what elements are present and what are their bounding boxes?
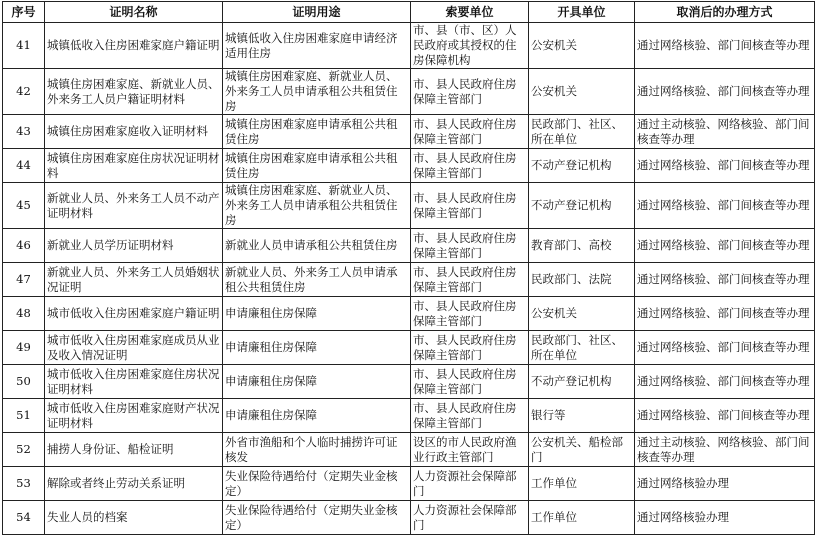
table-row bbox=[3, 399, 815, 433]
requesting-unit: 市、县人民政府住房保障主管部门 bbox=[411, 183, 529, 229]
issuing-unit: 公安机关 bbox=[529, 23, 635, 69]
issuing-unit: 不动产登记机构 bbox=[529, 365, 635, 399]
table-row bbox=[3, 229, 815, 263]
requesting-unit: 人力资源社会保障部门 bbox=[411, 501, 529, 535]
row-index: 53 bbox=[3, 467, 45, 501]
alternative-method: 通过网络核验办理 bbox=[635, 501, 815, 535]
alternative-method: 通过网络核验、部门间核查等办理 bbox=[635, 365, 815, 399]
alternative-method: 通过网络核验办理 bbox=[635, 467, 815, 501]
alternative-method: 通过网络核验、部门间核查等办理 bbox=[635, 23, 815, 69]
certificate-name: 新就业人员学历证明材料 bbox=[45, 229, 223, 263]
row-index: 47 bbox=[3, 263, 45, 297]
row-index: 52 bbox=[3, 433, 45, 467]
header-index: 序号 bbox=[3, 2, 45, 23]
table-row bbox=[3, 149, 815, 183]
alternative-method: 通过网络核验、部门间核查等办理 bbox=[635, 149, 815, 183]
certificate-purpose: 新就业人员申请承租公共租赁住房 bbox=[223, 229, 411, 263]
certificate-name: 城镇低收入住房困难家庭户籍证明 bbox=[45, 23, 223, 69]
requesting-unit: 市、县人民政府住房保障主管部门 bbox=[411, 149, 529, 183]
certificate-name: 城镇住房困难家庭收入证明材料 bbox=[45, 115, 223, 149]
certificate-purpose: 城镇住房困难家庭申请承租公共租赁住房 bbox=[223, 115, 411, 149]
row-index: 50 bbox=[3, 365, 45, 399]
header-purpose: 证明用途 bbox=[223, 2, 411, 23]
table-row bbox=[3, 297, 815, 331]
requesting-unit: 人力资源社会保障部门 bbox=[411, 467, 529, 501]
issuing-unit: 民政部门、社区、所在单位 bbox=[529, 331, 635, 365]
row-index: 41 bbox=[3, 23, 45, 69]
certificate-purpose: 新就业人员、外来务工人员申请承租公共租赁住房 bbox=[223, 263, 411, 297]
certificate-purpose: 申请廉租住房保障 bbox=[223, 365, 411, 399]
issuing-unit: 工作单位 bbox=[529, 501, 635, 535]
requesting-unit: 设区的市人民政府渔业行政主管部门 bbox=[411, 433, 529, 467]
table-row bbox=[3, 23, 815, 69]
table-row bbox=[3, 115, 815, 149]
certificate-name: 解除或者终止劳动关系证明 bbox=[45, 467, 223, 501]
certificate-purpose: 失业保险待遇给付（定期失业金核定） bbox=[223, 467, 411, 501]
header-alternative-method: 取消后的办理方式 bbox=[635, 2, 815, 23]
certificate-name: 捕捞人身份证、船检证明 bbox=[45, 433, 223, 467]
table-row bbox=[3, 365, 815, 399]
row-index: 44 bbox=[3, 149, 45, 183]
issuing-unit: 公安机关 bbox=[529, 297, 635, 331]
certificate-name: 城镇住房困难家庭、新就业人员、外来务工人员户籍证明材料 bbox=[45, 69, 223, 115]
certificate-purpose: 申请廉租住房保障 bbox=[223, 399, 411, 433]
alternative-method: 通过网络核验、部门间核查等办理 bbox=[635, 331, 815, 365]
issuing-unit: 公安机关、船检部门 bbox=[529, 433, 635, 467]
row-index: 45 bbox=[3, 183, 45, 229]
alternative-method: 通过网络核验、部门间核查等办理 bbox=[635, 263, 815, 297]
table-row bbox=[3, 467, 815, 501]
table-header-row bbox=[3, 2, 815, 23]
issuing-unit: 银行等 bbox=[529, 399, 635, 433]
table-row bbox=[3, 433, 815, 467]
requesting-unit: 市、县人民政府住房保障主管部门 bbox=[411, 263, 529, 297]
issuing-unit: 不动产登记机构 bbox=[529, 149, 635, 183]
issuing-unit: 教育部门、高校 bbox=[529, 229, 635, 263]
certificate-purpose: 城镇住房困难家庭、新就业人员、外来务工人员申请承租公共租赁住房 bbox=[223, 69, 411, 115]
certificate-name: 城市低收入住房困难家庭成员从业及收入情况证明 bbox=[45, 331, 223, 365]
requesting-unit: 市、县人民政府住房保障主管部门 bbox=[411, 399, 529, 433]
requesting-unit: 市、县人民政府住房保障主管部门 bbox=[411, 365, 529, 399]
row-index: 42 bbox=[3, 69, 45, 115]
row-index: 54 bbox=[3, 501, 45, 535]
alternative-method: 通过网络核验、部门间核查等办理 bbox=[635, 69, 815, 115]
header-issuing-unit: 开具单位 bbox=[529, 2, 635, 23]
requesting-unit: 市、县人民政府住房保障主管部门 bbox=[411, 229, 529, 263]
certificate-name: 城市低收入住房困难家庭户籍证明 bbox=[45, 297, 223, 331]
row-index: 49 bbox=[3, 331, 45, 365]
alternative-method: 通过网络核验、部门间核查等办理 bbox=[635, 297, 815, 331]
certificate-purpose: 申请廉租住房保障 bbox=[223, 297, 411, 331]
alternative-method: 通过网络核验、部门间核查等办理 bbox=[635, 229, 815, 263]
certificate-purpose: 外省市渔船和个人临时捕捞许可证核发 bbox=[223, 433, 411, 467]
issuing-unit: 民政部门、法院 bbox=[529, 263, 635, 297]
certificate-name: 新就业人员、外来务工人员婚姻状况证明 bbox=[45, 263, 223, 297]
header-requesting-unit: 索要单位 bbox=[411, 2, 529, 23]
alternative-method: 通过网络核验、部门间核查等办理 bbox=[635, 399, 815, 433]
table-row bbox=[3, 501, 815, 535]
row-index: 46 bbox=[3, 229, 45, 263]
header-certificate-name: 证明名称 bbox=[45, 2, 223, 23]
issuing-unit: 工作单位 bbox=[529, 467, 635, 501]
issuing-unit: 民政部门、社区、所在单位 bbox=[529, 115, 635, 149]
requesting-unit: 市、县（市、区）人民政府或其授权的住房保障机构 bbox=[411, 23, 529, 69]
certificate-name: 城市低收入住房困难家庭财产状况证明材料 bbox=[45, 399, 223, 433]
requesting-unit: 市、县人民政府住房保障主管部门 bbox=[411, 69, 529, 115]
row-index: 48 bbox=[3, 297, 45, 331]
certificate-name: 城镇住房困难家庭住房状况证明材料 bbox=[45, 149, 223, 183]
certificate-name: 失业人员的档案 bbox=[45, 501, 223, 535]
certificate-purpose: 申请廉租住房保障 bbox=[223, 331, 411, 365]
certificate-purpose: 城镇住房困难家庭申请承租公共租赁住房 bbox=[223, 149, 411, 183]
table-row bbox=[3, 69, 815, 115]
issuing-unit: 不动产登记机构 bbox=[529, 183, 635, 229]
table-row bbox=[3, 331, 815, 365]
issuing-unit: 公安机关 bbox=[529, 69, 635, 115]
row-index: 43 bbox=[3, 115, 45, 149]
certificate-purpose: 失业保险待遇给付（定期失业金核定） bbox=[223, 501, 411, 535]
certificate-name: 城市低收入住房困难家庭住房状况证明材料 bbox=[45, 365, 223, 399]
row-index: 51 bbox=[3, 399, 45, 433]
alternative-method: 通过网络核验、部门间核查等办理 bbox=[635, 183, 815, 229]
certificate-purpose: 城镇住房困难家庭、新就业人员、外来务工人员申请承租公共租赁住房 bbox=[223, 183, 411, 229]
certificate-purpose: 城镇低收入住房困难家庭申请经济适用住房 bbox=[223, 23, 411, 69]
alternative-method: 通过主动核验、网络核验、部门间核查等办理 bbox=[635, 115, 815, 149]
requesting-unit: 市、县人民政府住房保障主管部门 bbox=[411, 297, 529, 331]
requesting-unit: 市、县人民政府住房保障主管部门 bbox=[411, 115, 529, 149]
requesting-unit: 市、县人民政府住房保障主管部门 bbox=[411, 331, 529, 365]
alternative-method: 通过主动核验、网络核验、部门间核查等办理 bbox=[635, 433, 815, 467]
certificate-name: 新就业人员、外来务工人员不动产证明材料 bbox=[45, 183, 223, 229]
table-row bbox=[3, 183, 815, 229]
table-row bbox=[3, 263, 815, 297]
certificate-table bbox=[2, 1, 815, 535]
